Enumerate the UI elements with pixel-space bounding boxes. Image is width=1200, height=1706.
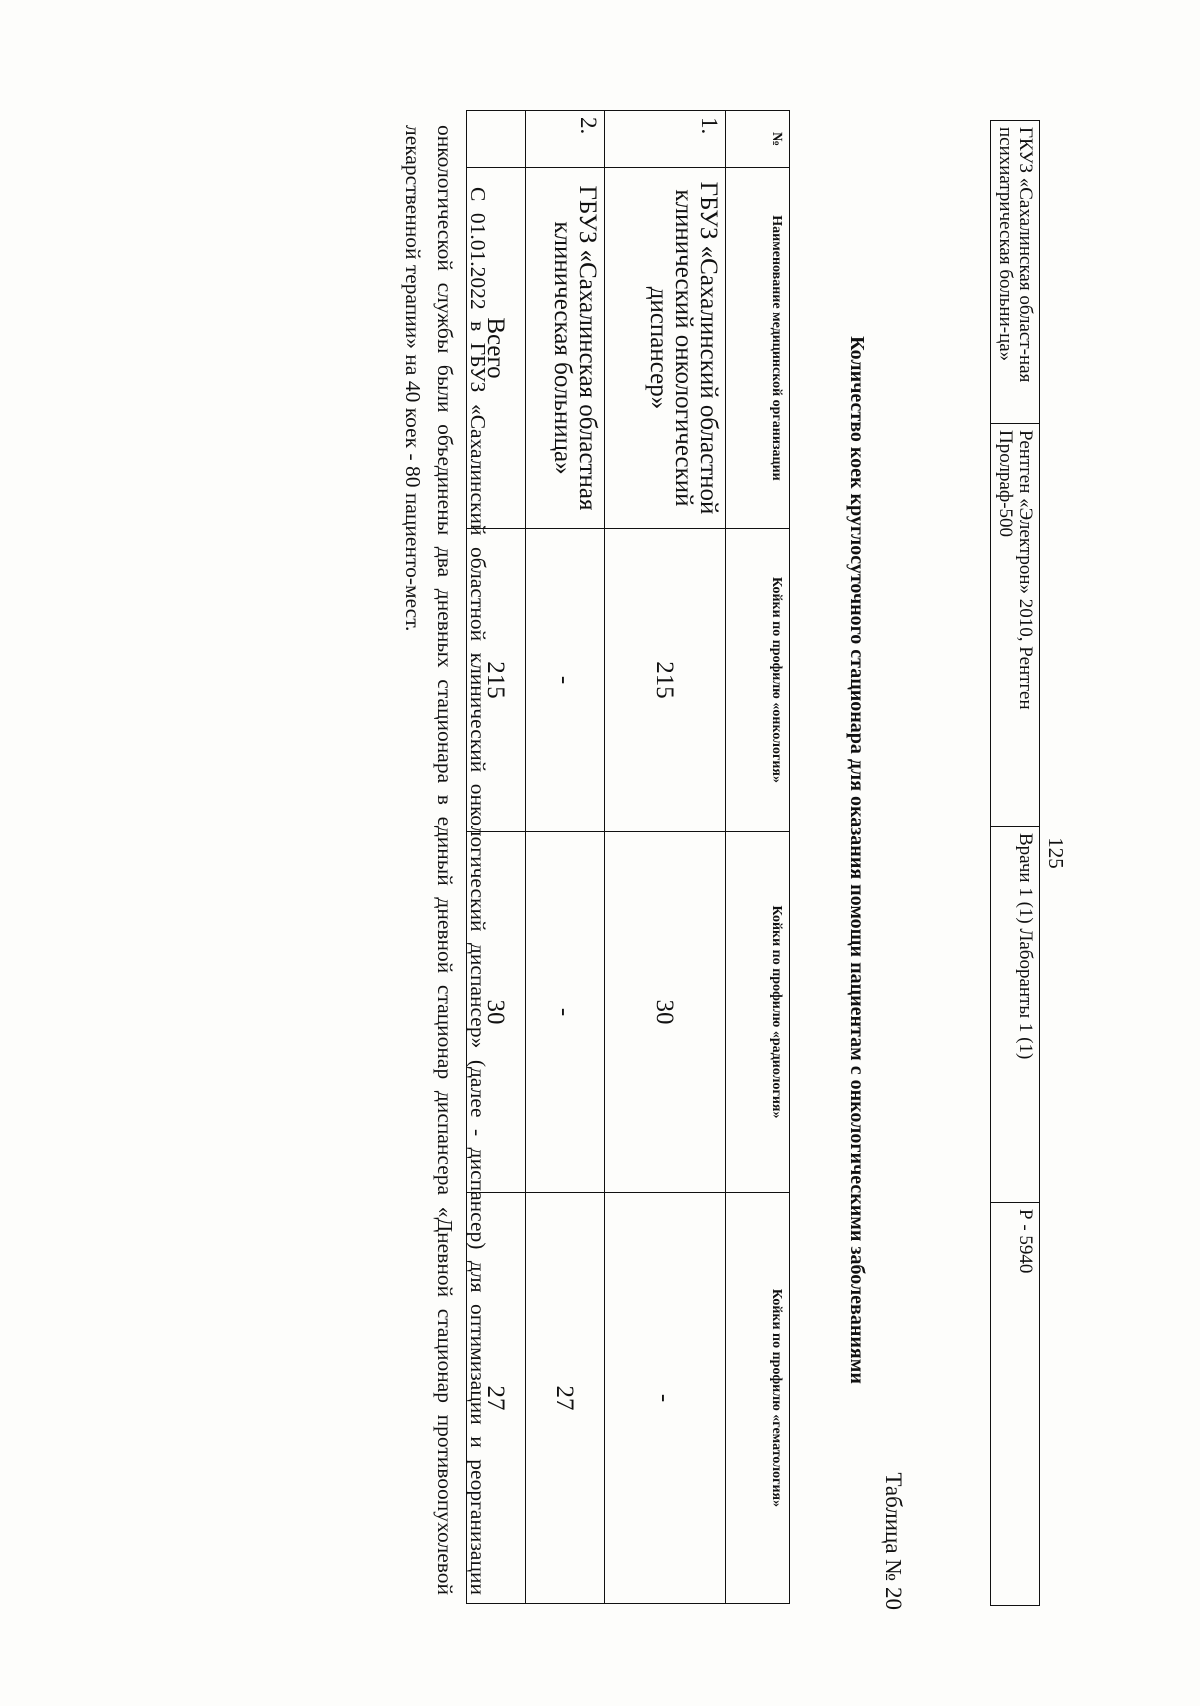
table-cell: Рентген «Электрон» 2010, Рентген Пролраф-500: [991, 424, 1040, 827]
table-cell: 2.: [526, 111, 605, 168]
table-cell: Всего: [467, 168, 526, 529]
column-header: Наименование медицинской организации: [726, 168, 790, 529]
table-row: [526, 111, 605, 1604]
table-cell: 215: [605, 529, 726, 832]
table-cell: Р - 5940: [991, 1203, 1040, 1606]
table-caption: Таблица № 20: [881, 1472, 906, 1610]
table-row: [991, 121, 1040, 1606]
table-row: [605, 111, 726, 1604]
table-cell: -: [605, 1193, 726, 1604]
column-header: Койки по профилю «онкология»: [726, 529, 790, 832]
table-cell: 30: [605, 832, 726, 1193]
paragraph-text: С 01.01.2022 в ГБУЗ «Сахалинский областной клинический онкологический диспансер» (далее - диспансер) для оптимизации и реорганизации онкологической службы были объединены два дневных стационара в единый дневной стационар диспансера «Дневной стационар противоопухолевой лекарственной терапии» на 40 коек - 80 пациенто-мест.: [400, 125, 490, 1595]
table-cell: 27: [467, 1193, 526, 1604]
table-cell: 1.: [605, 111, 726, 168]
page-number: 125: [1044, 837, 1068, 869]
table-cell: Врачи 1 (1) Лаборанты 1 (1): [991, 827, 1040, 1203]
table-cell: 27: [526, 1193, 605, 1604]
column-header: №: [726, 111, 790, 168]
table-cell: 30: [467, 832, 526, 1193]
table-cell: ГБУЗ «Сахалинская областная клиническая больница»: [526, 168, 605, 529]
column-header: Койки по профилю «радиология»: [726, 832, 790, 1193]
table-cell: ГКУЗ «Сахалинская област-ная психиатрическая больни-ца»: [991, 121, 1040, 424]
table-cell: ГБУЗ «Сахалинский областной клинический онкологический диспансер»: [605, 168, 726, 529]
previous-table-fragment: [990, 120, 1040, 1606]
table-cell: -: [526, 529, 605, 832]
table-cell: -: [526, 832, 605, 1193]
table-title: Количество коек круглосуточного стационара для оказания помощи пациентам с онкологическими заболеваниями: [846, 336, 868, 1384]
column-header: Койки по профилю «гематология»: [726, 1193, 790, 1604]
table-header-row: [726, 111, 790, 1604]
beds-table: [466, 110, 790, 1604]
table-cell: 215: [467, 529, 526, 832]
body-paragraph: [396, 125, 494, 1595]
